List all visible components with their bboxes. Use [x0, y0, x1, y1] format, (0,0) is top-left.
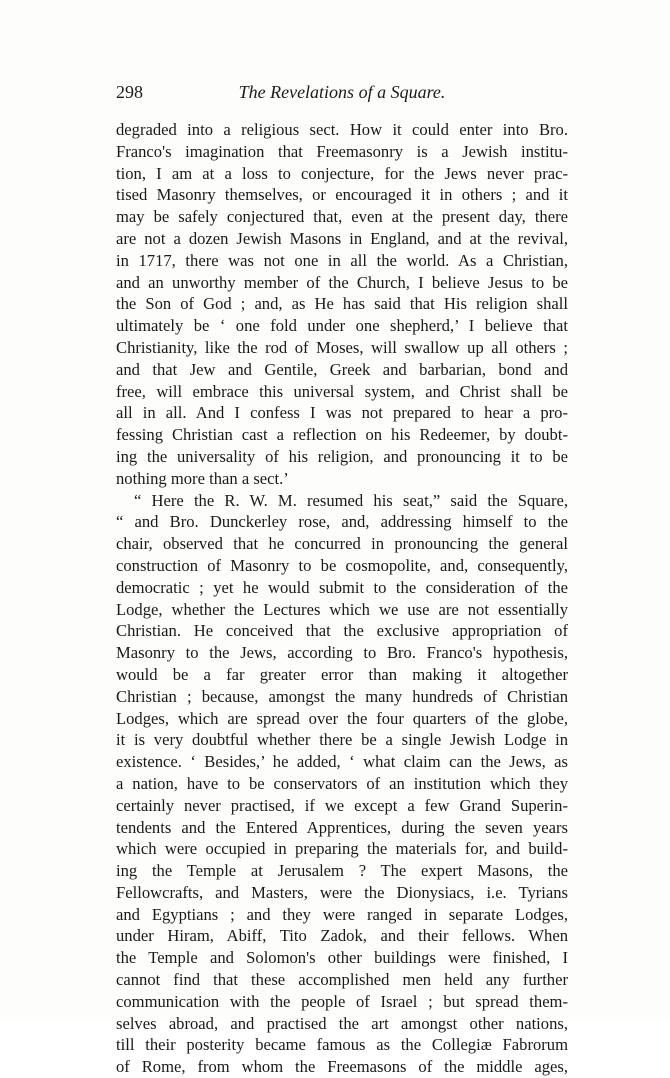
text-line: tised Masonry themselves, or encouraged it in others ; and it — [116, 185, 568, 205]
text-line: tendents and the Entered Apprentices, during the seven years — [116, 817, 568, 837]
text-line: ing the Temple at Jerusalem ? The expert Masons, the — [116, 861, 568, 881]
text-line: fessing Christian cast a reflection on his Redeemer, by doubt- — [116, 425, 568, 445]
text-line: Christian ; because, amongst the many hundreds of Christian — [116, 686, 568, 706]
text-line: “ Here the R. W. M. resumed his seat,” said the Square, — [134, 490, 568, 510]
text-line: Lodges, which are spread over the four quarters of the globe, — [116, 708, 568, 728]
text-line: the Son of God ; and, as He has said that His religion shall — [116, 294, 568, 314]
text-line: of Rome, from whom the Freemasons of the middle ages, — [116, 1057, 568, 1077]
text-line: nothing more than a sect.’ — [116, 468, 289, 488]
text-line: ing the universality of his religion, and pronouncing it to be — [116, 446, 568, 466]
text-line: it is very doubtful whether there be a single Jewish Lodge in — [116, 730, 568, 750]
body-text — [116, 119, 568, 1078]
text-line: Lodge, whether the Lectures which we use are not essentially — [116, 599, 568, 619]
text-line: are not a dozen Jewish Masons in England, and at the revival, — [116, 228, 568, 248]
text-line: Fellowcrafts, and Masters, were the Dionysiacs, i.e. Tyrians — [116, 882, 568, 902]
text-line: would be a far greater error than making it altogether — [116, 664, 568, 684]
text-line: selves abroad, and practised the art amongst other nations, — [116, 1013, 568, 1033]
text-line: all in all. And I confess I was not prepared to hear a pro- — [116, 403, 568, 423]
text-line: chair, observed that he concurred in pronouncing the general — [116, 534, 568, 554]
text-line: Franco's imagination that Freemasonry is a Jewish institu- — [116, 141, 568, 161]
text-line: cannot find that these accomplished men held any further — [116, 970, 568, 990]
text-line: Christianity, like the rod of Moses, will swallow up all others ; — [116, 337, 568, 357]
page-number: 298 — [116, 82, 143, 102]
text-line: Christian. He conceived that the exclusive appropriation of — [116, 621, 568, 641]
text-line: in 1717, there was not one in all the world. As a Christian, — [116, 250, 568, 270]
text-line: a nation, have to be conservators of an institution which they — [116, 773, 568, 793]
text-line: degraded into a religious sect. How it could enter into Bro. — [116, 120, 568, 139]
text-line: till their posterity became famous as the Collegiæ Fabrorum — [116, 1035, 568, 1055]
running-title: The Revelations of a Square. — [238, 82, 446, 102]
text-line: free, will embrace this universal system, and Christ shall be — [116, 381, 568, 401]
text-line: construction of Masonry to be cosmopolite, and, consequently, — [116, 555, 568, 575]
text-line: and Egyptians ; and they were ranged in separate Lodges, — [116, 904, 568, 924]
text-line: the Temple and Solomon's other buildings were finished, I — [116, 948, 568, 968]
text-line: “ and Bro. Dunckerley rose, and, addressing himself to the — [116, 512, 568, 532]
text-line: ultimately be ‘ one fold under one shepherd,’ I believe that — [116, 316, 568, 336]
text-line: which were occupied in preparing the materials for, and build- — [116, 839, 568, 859]
text-line: may be safely conjectured that, even at the present day, there — [116, 207, 568, 227]
text-line: democratic ; yet he would submit to the consideration of the — [116, 577, 568, 597]
text-line: existence. ‘ Besides,’ he added, ‘ what claim can the Jews, as — [116, 752, 568, 772]
page-header — [116, 82, 568, 108]
text-line: Masonry to the Jews, according to Bro. Franco's hypothesis, — [116, 643, 568, 663]
text-line: under Hiram, Abiff, Tito Zadok, and their fellows. When — [116, 926, 568, 946]
text-line: and an unworthy member of the Church, I believe Jesus to be — [116, 272, 568, 292]
text-line: tion, I am at a loss to conjecture, for the Jews never prac- — [116, 163, 568, 183]
text-line: communication with the people of Israel ; but spread them- — [116, 991, 568, 1011]
text-line: and that Jew and Gentile, Greek and barbarian, bond and — [116, 359, 568, 379]
text-line: certainly never practised, if we except a few Grand Superin- — [116, 795, 568, 815]
